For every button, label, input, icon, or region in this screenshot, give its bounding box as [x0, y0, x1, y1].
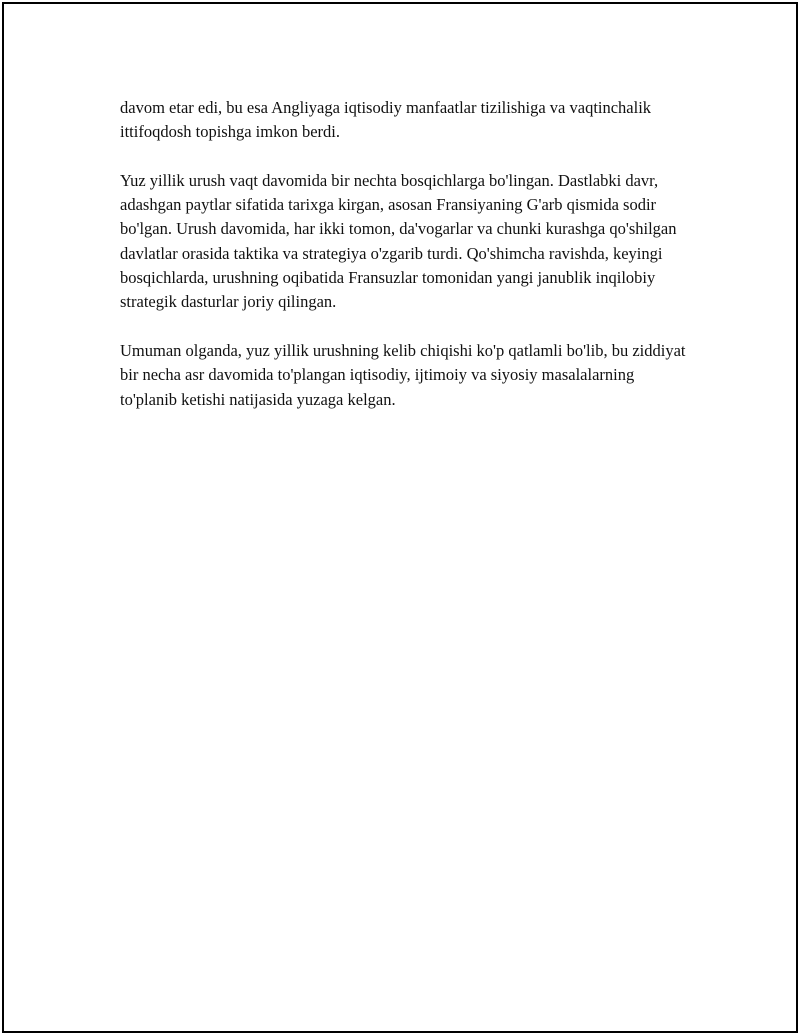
document-page: [2, 2, 798, 1033]
paragraph-3: Umuman olganda, yuz yillik urushning kelib chiqishi ko'p qatlamli bo'lib, bu ziddiyat bir necha asr davomida to'plangan iqtisodiy, ijtimoiy va siyosiy masalalarning to'planib ketishi natijasida yuzaga kelgan.: [120, 340, 686, 409]
document-body: [120, 96, 695, 436]
paragraph-1: davom etar edi, bu esa Angliyaga iqtisodiy manfaatlar tizilishiga va vaqtinchalik ittifoqdosh topishga imkon berdi.: [120, 98, 652, 142]
paragraph-2: Yuz yillik urush vaqt davomida bir nechta bosqichlarga bo'lingan. Dastlabki davr, adashgan paytlar sifatida tarixga kirgan, asosan Fransiyaning G'arb qismida sodir bo'lgan. Urush davomida, har ikki tomon, da'vogarlar va chunki kurashga qo'shilgan davlatlar orasida taktika va strategiya o'zgarib turdi. Qo'shimcha ravishda, keyingi bosqichlarda, urushning oqibatida Fransuzlar tomonidan yangi janublik inqilobiy strategik dasturlar joriy qilingan.: [120, 170, 677, 312]
